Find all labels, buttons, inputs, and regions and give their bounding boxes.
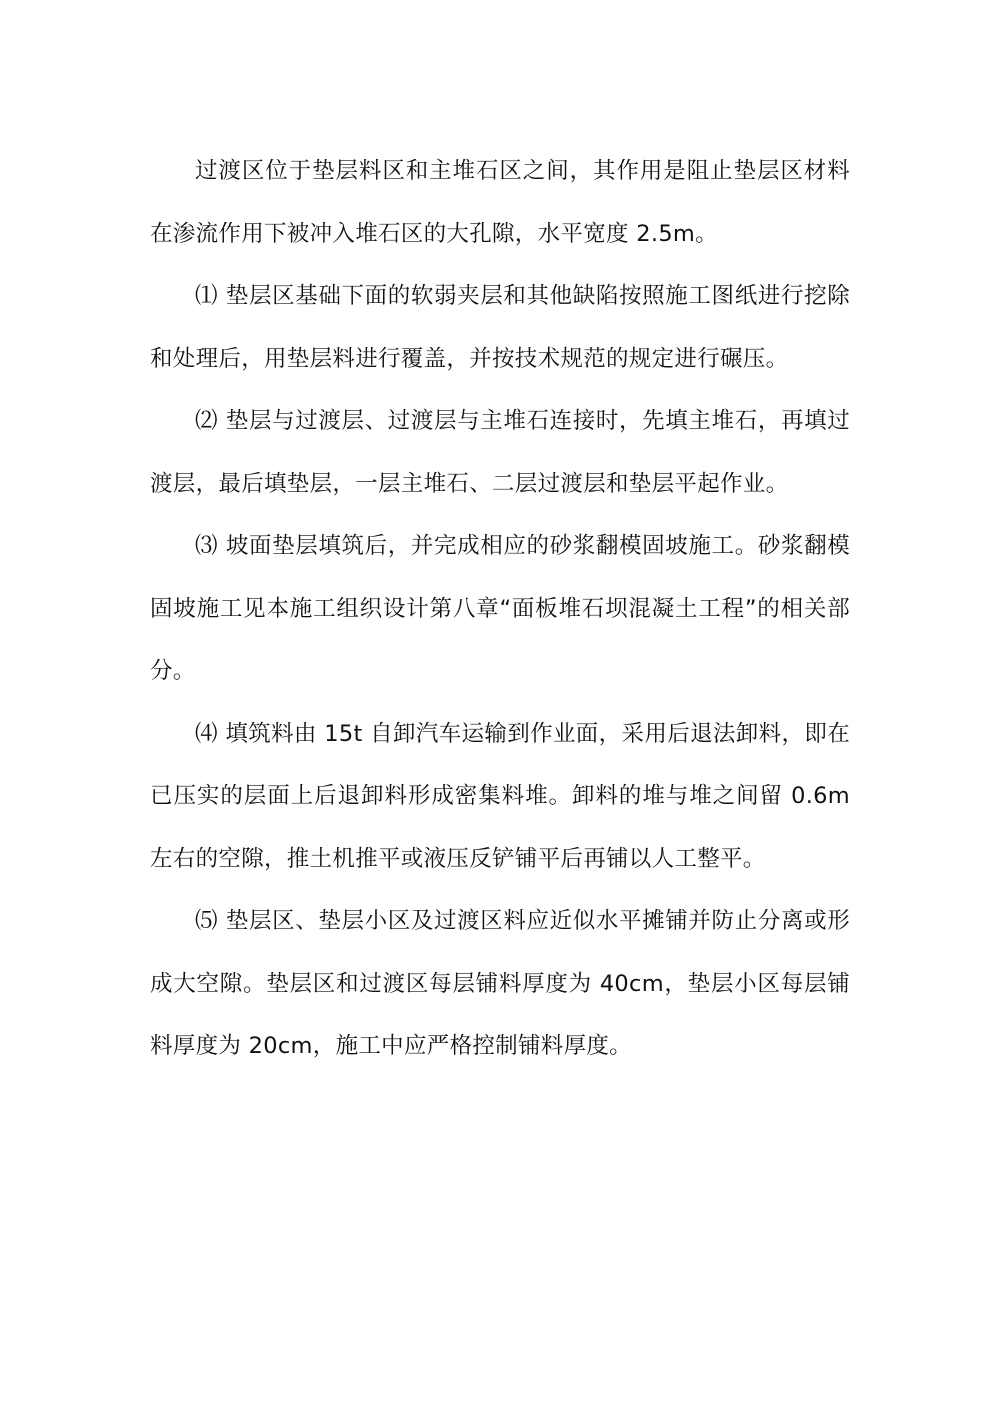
paragraph-item-3: ⑶ 坡面垫层填筑后，并完成相应的砂浆翻模固坡施工。砂浆翻模固坡施工见本施工组织设计第八章“面板堆石坝混凝土工程”的相关部分。	[150, 533, 850, 684]
paragraph-item-5: ⑸ 垫层区、垫层小区及过渡区料应近似水平摊铺并防止分离或形成大空隙。垫层区和过渡区每层铺料厚度为 40cm，垫层小区每层铺料厚度为 20cm，施工中应严格控制铺料厚度。	[150, 908, 850, 1059]
paragraph-intro: 过渡区位于垫层料区和主堆石区之间，其作用是阻止垫层区材料在渗流作用下被冲入堆石区的大孔隙，水平宽度 2.5m。	[150, 158, 850, 247]
paragraph-item-2: ⑵ 垫层与过渡层、过渡层与主堆石连接时，先填主堆石，再填过渡层，最后填垫层，一层主堆石、二层过渡层和垫层平起作业。	[150, 408, 850, 497]
paragraph-item-4: ⑷ 填筑料由 15t 自卸汽车运输到作业面，采用后退法卸料，即在已压实的层面上后退卸料形成密集料堆。卸料的堆与堆之间留 0.6m 左右的空隙，推土机推平或液压反铲铺平后再铺以人工整平。	[150, 720, 850, 872]
paragraph-item-1: ⑴ 垫层区基础下面的软弱夹层和其他缺陷按照施工图纸进行挖除和处理后，用垫层料进行覆盖，并按技术规范的规定进行碾压。	[150, 283, 850, 372]
document-body	[150, 140, 850, 1078]
